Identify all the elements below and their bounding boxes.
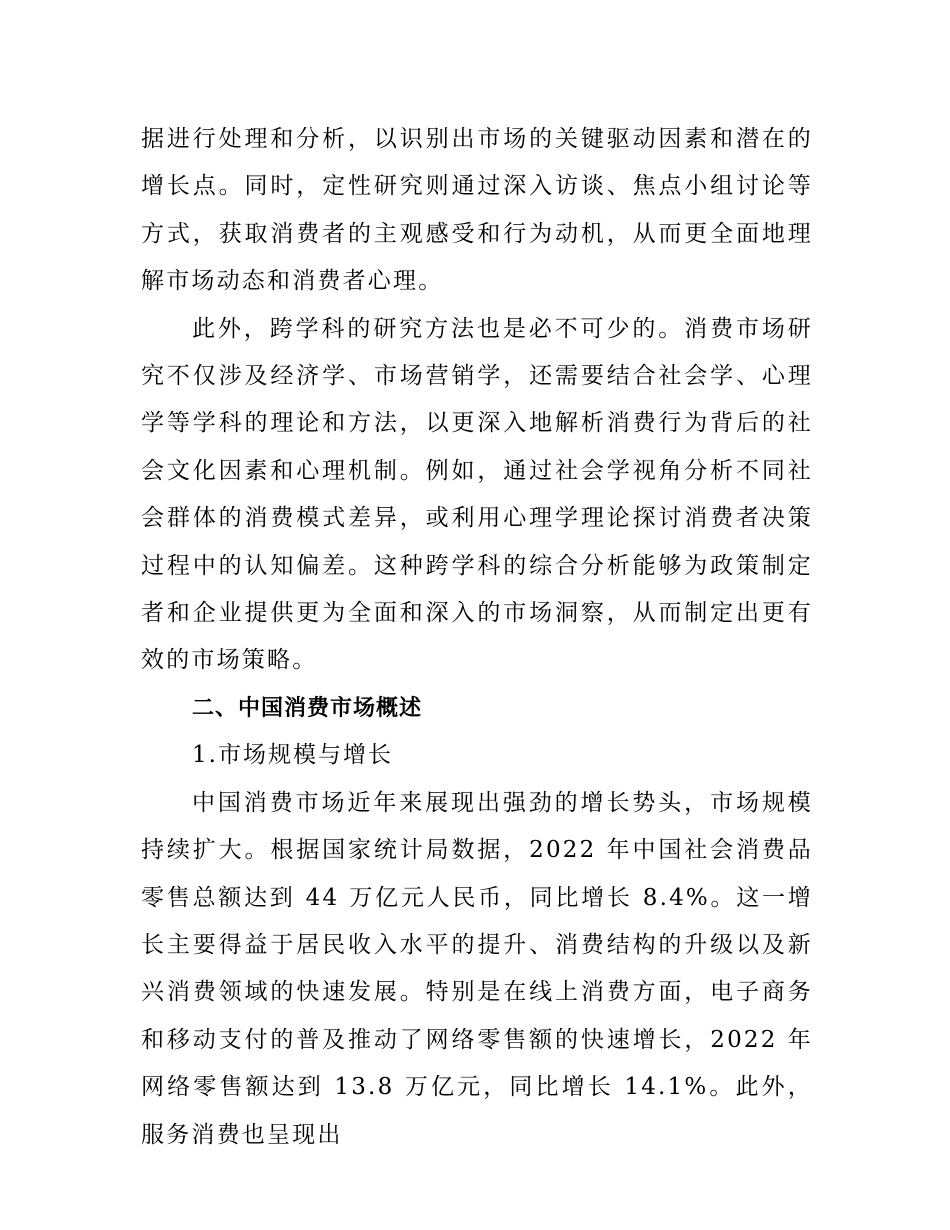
body-paragraph-continued: 据进行处理和分析，以识别出市场的关键驱动因素和潜在的增长点。同时，定性研究则通过深入访谈、焦点小组讨论等方式，获取消费者的主观感受和行为动机，从而更全面地理解市场动态和消费者心理。 [141,126,813,295]
subsection-heading: 1.市场规模与增长 [192,742,393,769]
body-paragraph-market-size: 中国消费市场近年来展现出强劲的增长势头，市场规模持续扩大。根据国家统计局数据，2022 年中国社会消费品零售总额达到 44 万亿元人民币，同比增长 8.4%。这一增长主要得益于居民收入水平的提升、消费结构的升级以及新兴消费领域的快速发展。特别是在线上消费方面，电子商务和移动支付的普及推动了网络零售额的快速增长，2022 年网络零售额达到 13.8 万亿元，同比增长 14.1%。此外，服务消费也呈现出 [141,789,813,1148]
section-heading: 二、中国消费市场概述 [192,695,423,721]
body-paragraph-interdisciplinary: 此外，跨学科的研究方法也是必不可少的。消费市场研究不仅涉及经济学、市场营销学，还需要结合社会学、心理学等学科的理论和方法，以更深入地解析消费行为背后的社会文化因素和心理机制。例如，通过社会学视角分析不同社会群体的消费模式差异，或利用心理学理论探讨消费者决策过程中的认知偏差。这种跨学科的综合分析能够为政策制定者和企业提供更为全面和深入的市场洞察，从而制定出更有效的市场策略。 [141,315,813,674]
document-page [141,116,813,1159]
